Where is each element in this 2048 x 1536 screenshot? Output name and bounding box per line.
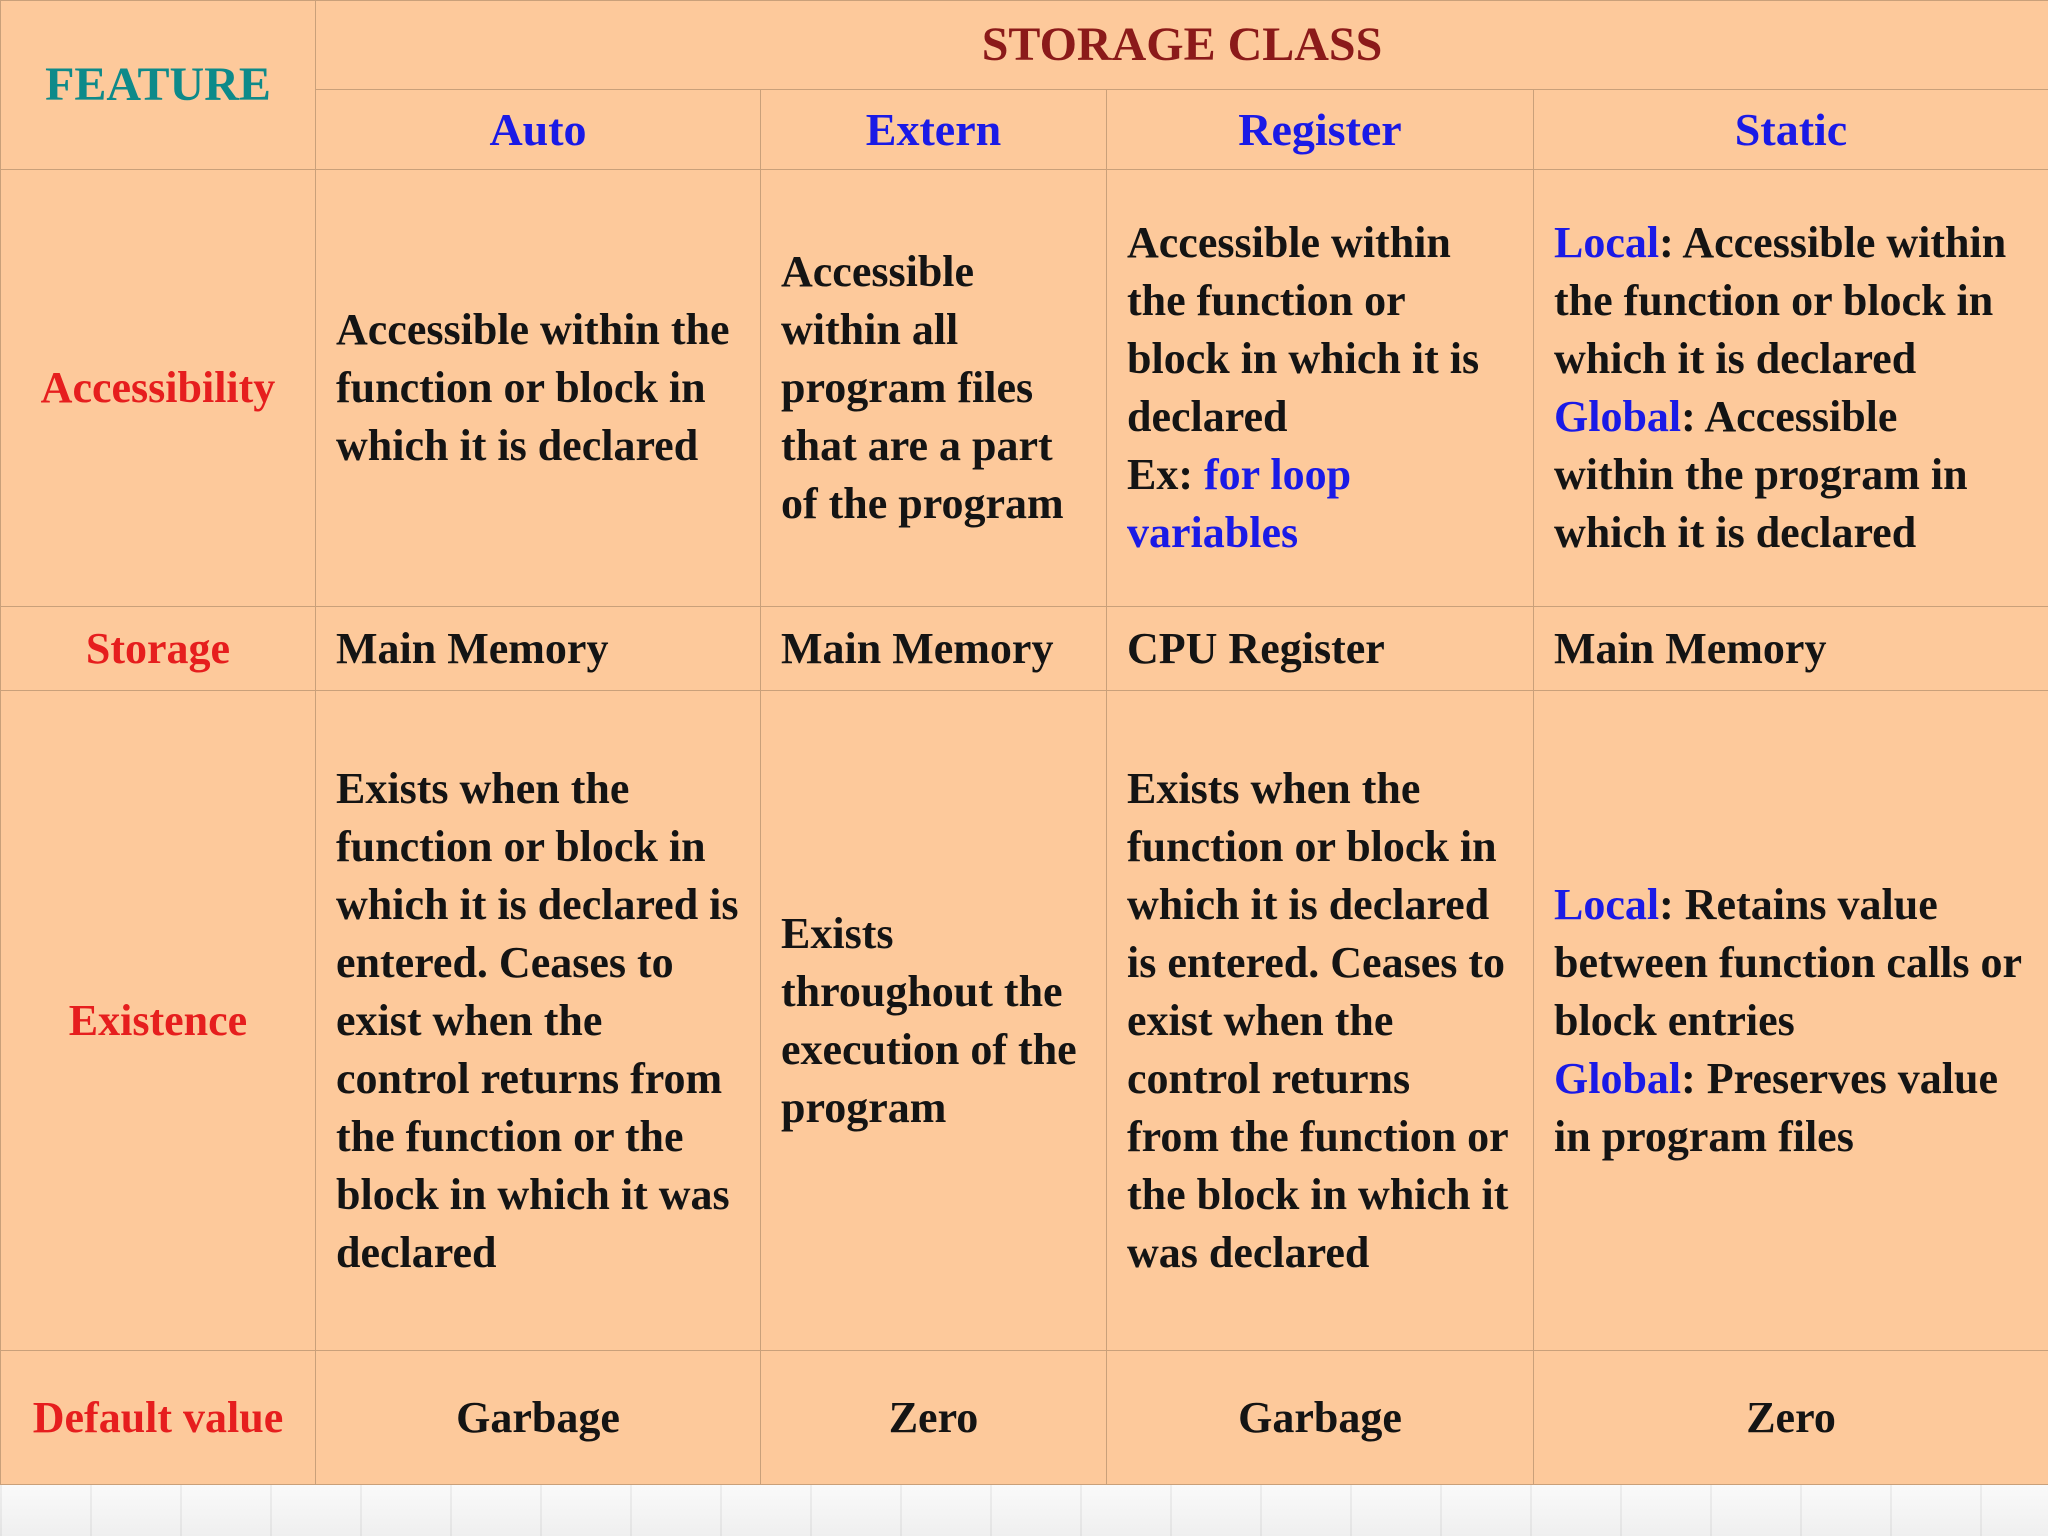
static-exist-global-text: : Preserves value in program files <box>1554 1053 1999 1161</box>
class-header-register: Register <box>1107 90 1534 170</box>
header-row-top <box>1 1 2048 90</box>
row-storage <box>1 607 2048 691</box>
storage-class-header: STORAGE CLASS <box>316 1 2048 90</box>
cell-existence-static <box>1534 691 2048 1351</box>
static-global-text: : Accessible within the program in which it is declared <box>1554 392 1968 557</box>
cell-existence-auto: Exists when the function or block in which it is declared is entered. Ceases to exist when the control returns from the function or the block in which it was declared <box>316 691 761 1351</box>
row-label-existence: Existence <box>1 691 316 1351</box>
feature-header: FEATURE <box>1 1 316 170</box>
register-access-text: Accessible within the function or block in which it is declared <box>1127 218 1480 441</box>
background-decoration <box>0 1484 2048 1536</box>
cell-default-extern: Zero <box>761 1351 1107 1485</box>
cell-accessibility-auto: Accessible within the function or block in which it is declared <box>316 170 761 607</box>
row-label-default-value: Default value <box>1 1351 316 1485</box>
row-label-accessibility: Accessibility <box>1 170 316 607</box>
cell-default-register: Garbage <box>1107 1351 1534 1485</box>
row-label-storage: Storage <box>1 607 316 691</box>
static-exist-local-text: : Retains value between function calls or block entries <box>1554 879 2022 1045</box>
cell-storage-extern: Main Memory <box>761 607 1107 691</box>
static-exist-global-key: Global <box>1554 1053 1682 1103</box>
register-example-text: for loop variables <box>1127 450 1352 557</box>
row-default-value <box>1 1351 2048 1485</box>
class-header-auto: Auto <box>316 90 761 170</box>
row-accessibility <box>1 170 2048 607</box>
cell-default-static: Zero <box>1534 1351 2048 1485</box>
cell-storage-static: Main Memory <box>1534 607 2048 691</box>
register-example-prefix: Ex: <box>1127 450 1193 499</box>
cell-storage-register: CPU Register <box>1107 607 1534 691</box>
cell-storage-auto: Main Memory <box>316 607 761 691</box>
cell-accessibility-static <box>1534 170 2048 607</box>
static-local-text: : Accessible within the function or block in which it is declared <box>1554 218 2007 383</box>
cell-existence-register: Exists when the function or block in which it is declared is entered. Ceases to exist when the control returns from the function or the block in which it was declared <box>1107 691 1534 1351</box>
static-local-key: Local <box>1554 218 1660 267</box>
cell-accessibility-register <box>1107 170 1534 607</box>
cell-default-auto: Garbage <box>316 1351 761 1485</box>
class-header-static: Static <box>1534 90 2048 170</box>
static-global-key: Global <box>1554 392 1682 441</box>
cell-accessibility-extern: Accessible within all program files that are a part of the program <box>761 170 1107 607</box>
row-existence <box>1 691 2048 1351</box>
class-header-extern: Extern <box>761 90 1107 170</box>
cell-existence-extern: Exists throughout the execution of the program <box>761 691 1107 1351</box>
static-exist-local-key: Local <box>1554 879 1660 929</box>
